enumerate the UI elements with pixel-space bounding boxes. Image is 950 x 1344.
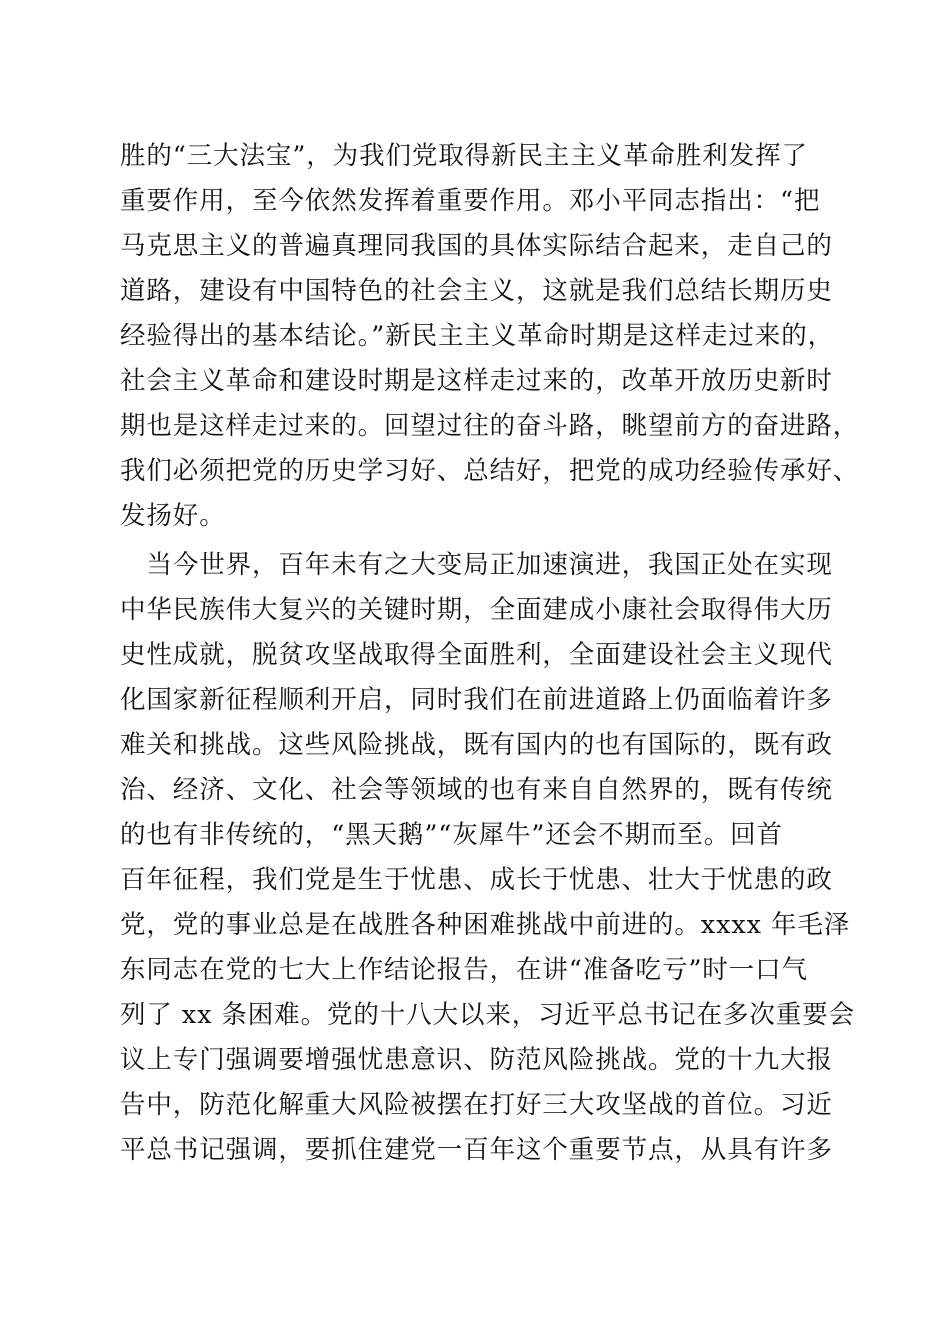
text-line: 议上专门强调要增强忧患意识、防范风险挑战。党的十九大报 [120, 1045, 833, 1075]
document-page [120, 134, 860, 1173]
text-line: 我们必须把党的历史学习好、总结好，把党的成功经验传承好、 [120, 456, 860, 486]
text-line: 东同志在党的七大上作结论报告，在讲“准备吃亏”时一口气 [120, 955, 808, 985]
text-line: 马克思主义的普遍真理同我国的具体实际结合起来，走自己的 [120, 231, 833, 261]
text-line: 百年征程，我们党是生于忧患、成长于忧患、壮大于忧患的政 [120, 865, 833, 895]
text-line: 发扬好。 [120, 501, 226, 531]
text-line: 化国家新征程顺利开启，同时我们在前进道路上仍面临着许多 [120, 685, 833, 715]
text-line: 告中，防范化解重大风险被摆在打好三大攻坚战的首位。习近 [120, 1090, 833, 1120]
text-line: 经验得出的基本结论。”新民主主义革命时期是这样走过来的， [120, 321, 834, 351]
text-line: 平总书记强调，要抓住建党一百年这个重要节点，从具有许多 [120, 1135, 833, 1165]
text-line: 的也有非传统的，“黑天鹅”“灰犀牛”还会不期而至。回首 [120, 820, 783, 850]
text-line: 党，党的事业总是在战胜各种困难挑战中前进的。xxxx 年毛泽 [120, 910, 851, 940]
text-line: 胜的“三大法宝”，为我们党取得新民主主义革命胜利发挥了 [120, 141, 808, 171]
text-line: 治、经济、文化、社会等领域的也有来自自然界的，既有传统 [120, 775, 833, 805]
text-line: 重要作用，至今依然发挥着重要作用。邓小平同志指出：“把 [120, 186, 821, 216]
text-line: 难关和挑战。这些风险挑战，既有国内的也有国际的，既有政 [120, 730, 833, 760]
paragraph-1 [120, 134, 860, 539]
text-line: 社会主义革命和建设时期是这样走过来的，改革开放历史新时 [120, 366, 833, 396]
text-line: 道路，建设有中国特色的社会主义，这就是我们总结长期历史 [120, 276, 833, 306]
text-line: 当今世界，百年未有之大变局正加速演进，我国正处在实现 [120, 550, 833, 580]
text-line: 期也是这样走过来的。回望过往的奋斗路，眺望前方的奋进路， [120, 411, 860, 441]
text-line: 列了 xx 条困难。党的十八大以来，习近平总书记在多次重要会 [120, 1000, 855, 1030]
text-line: 史性成就，脱贫攻坚战取得全面胜利，全面建设社会主义现代 [120, 640, 833, 670]
paragraph-2 [120, 543, 855, 1173]
text-line: 中华民族伟大复兴的关键时期，全面建成小康社会取得伟大历 [120, 595, 833, 625]
